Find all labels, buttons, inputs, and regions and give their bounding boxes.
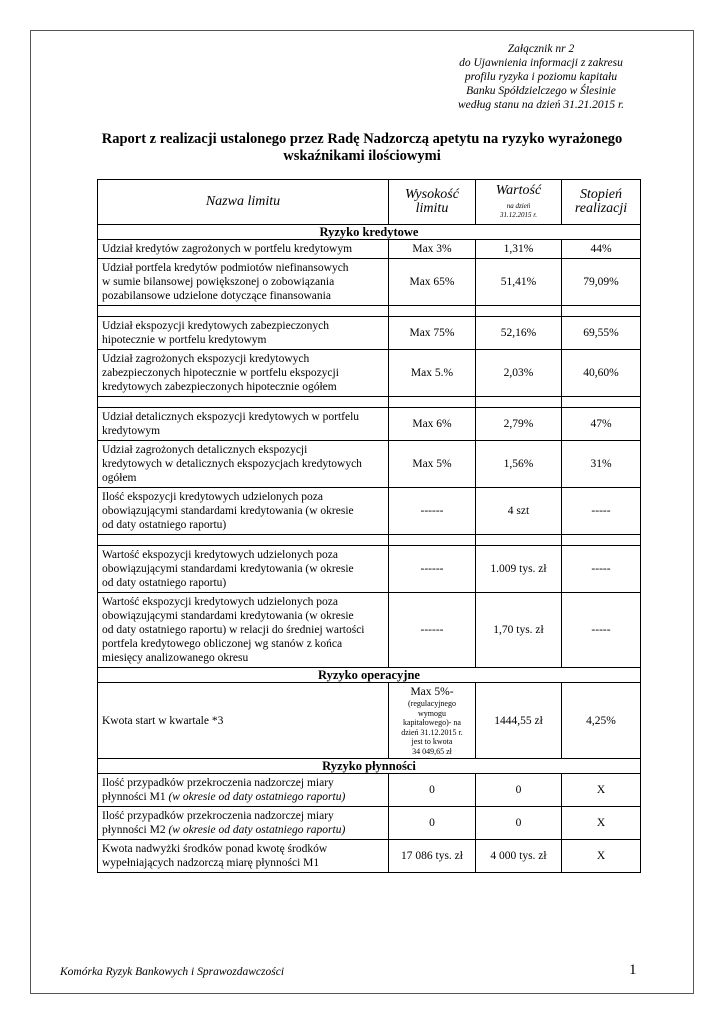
- table-row: Udział zagrożonych detalicznych ekspozycji kredytowych w detalicznych ekspozycjach kredytowych ogółem Max 5% 1,56% 31%: [98, 441, 641, 488]
- section-liquidity: Ryzyko płynności: [98, 759, 641, 774]
- annex-line: do Ujawnienia informacji z zakresu: [459, 57, 623, 69]
- limits-table: [97, 179, 641, 873]
- table-row: Udział detalicznych ekspozycji kredytowych w portfelu kredytowym Max 6% 2,79% 47%: [98, 408, 641, 441]
- section-row: [98, 759, 641, 774]
- table-header-row: [98, 180, 641, 225]
- table-row: Udział portfela kredytów podmiotów niefinansowych w sumie bilansowej powiększonej o zobowiązania pozabilansowe udzielone dotyczące finansowania Max 65% 51,41% 79,09%: [98, 259, 641, 306]
- section-credit: Ryzyko kredytowe: [98, 225, 641, 240]
- operational-limit: Max 5%- (regulacyjnego wymogu kapitałowego)- na dzień 31.12.2015 r. jest to kwota 34 049,65 zł: [389, 683, 476, 759]
- spacer-row: [98, 535, 641, 546]
- table-row: Wartość ekspozycji kredytowych udzielonych poza obowiązującymi standardami kredytowania (w okresie od daty ostatniego raportu) ------ 1.009 tys. zł -----: [98, 546, 641, 593]
- annex-header: [420, 42, 662, 112]
- section-operational: Ryzyko operacyjne: [98, 668, 641, 683]
- footer-unit: Komórka Ryzyk Bankowych i Sprawozdawczości: [60, 966, 285, 978]
- annex-line: według stanu na dzień 31.21.2015 r.: [457, 99, 625, 111]
- annex-line: Załącznik nr 2: [507, 43, 575, 55]
- header-degree: Stopień realizacji: [562, 180, 641, 225]
- header-limit-height: Wysokość limitu: [389, 180, 476, 225]
- section-row: [98, 225, 641, 240]
- header-value: Wartość na dzień 31.12.2015 r.: [476, 180, 562, 225]
- table-row: Udział kredytów zagrożonych w portfelu kredytowym Max 3% 1,31% 44%: [98, 240, 641, 259]
- table-row: Udział ekspozycji kredytowych zabezpieczonych hipotecznie w portfelu kredytowym Max 75% 52,16% 69,55%: [98, 317, 641, 350]
- annex-line: Banku Spółdzielczego w Ślesinie: [466, 85, 616, 97]
- table-row: Kwota nadwyżki środków ponad kwotę środków wypełniających nadzorczą miarę płynności M1 17 086 tys. zł 4 000 tys. zł X: [98, 840, 641, 873]
- spacer-row: [98, 306, 641, 317]
- table-row: Ilość ekspozycji kredytowych udzielonych poza obowiązującymi standardami kredytowania (w okresie od daty ostatniego raportu) ------ 4 szt -----: [98, 488, 641, 535]
- table-row: Udział zagrożonych ekspozycji kredytowych zabezpieczonych hipotecznie w portfelu ekspozycji kredytowych zabezpieczonych hipotecznie ogółem Max 5.% 2,03% 40,60%: [98, 350, 641, 397]
- table-row: Ilość przypadków przekroczenia nadzorczej miary płynności M1 (w okresie od daty ostatniego raportu) 0 0 X: [98, 774, 641, 807]
- page-number: 1: [629, 962, 637, 978]
- header-name: Nazwa limitu: [98, 180, 389, 225]
- spacer-row: [98, 397, 641, 408]
- report-title: Raport z realizacji ustalonego przez Radę Nadzorczą apetytu na ryzyko wyrażonego wskaźnikami ilościowymi: [101, 131, 623, 164]
- table-row: Ilość przypadków przekroczenia nadzorczej miary płynności M2 (w okresie od daty ostatniego raportu) 0 0 X: [98, 807, 641, 840]
- table-row: Wartość ekspozycji kredytowych udzielonych poza obowiązującymi standardami kredytowania (w okresie od daty ostatniego raportu) w relacji do średniej wartości portfela kredytowego obliczonej wg stanów z końca miesięcy analizowanego okresu ------ 1,70 tys. zł -----: [98, 593, 641, 668]
- section-row: [98, 668, 641, 683]
- annex-line: profilu ryzyka i poziomu kapitału: [464, 71, 618, 83]
- table-row: Kwota start w kwartale *3 Max 5%- (regulacyjnego wymogu kapitałowego)- na dzień 31.12.2015 r. jest to kwota 34 049,65 zł 1444,55 zł 4,25%: [98, 683, 641, 759]
